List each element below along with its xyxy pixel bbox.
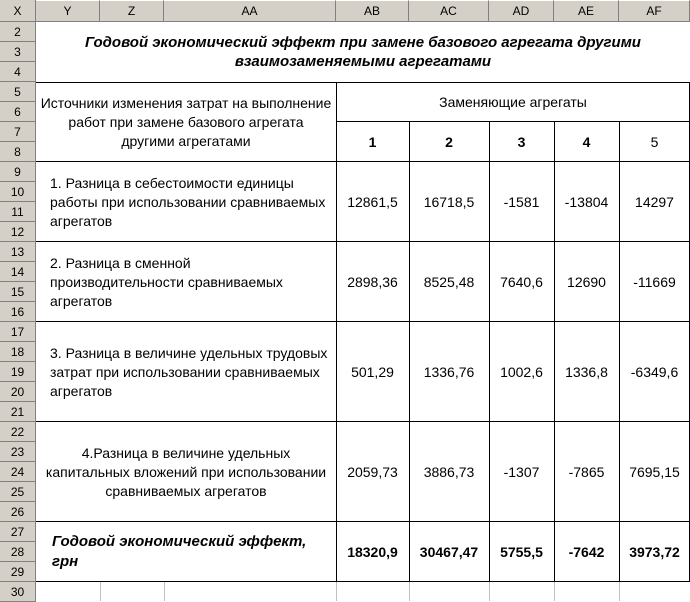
gridline bbox=[619, 582, 620, 601]
row-header[interactable]: 28 bbox=[0, 542, 36, 562]
value-cell[interactable]: -11669 bbox=[633, 274, 676, 290]
gridline bbox=[100, 582, 101, 601]
row-header[interactable]: 3 bbox=[0, 42, 36, 62]
column-header-ab[interactable]: AB bbox=[336, 0, 409, 22]
gridline bbox=[164, 582, 165, 601]
row-header[interactable]: 22 bbox=[0, 422, 36, 442]
row-header[interactable]: 26 bbox=[0, 502, 36, 522]
table-border bbox=[36, 421, 690, 422]
column-header-af[interactable]: AF bbox=[619, 0, 690, 22]
row-header[interactable]: 6 bbox=[0, 102, 36, 122]
value-cell[interactable]: 12861,5 bbox=[347, 194, 398, 210]
row-header[interactable]: 14 bbox=[0, 262, 36, 282]
column-header-ae[interactable]: AE bbox=[554, 0, 619, 22]
table-border bbox=[36, 241, 690, 242]
row-header[interactable]: 25 bbox=[0, 482, 36, 502]
gridline bbox=[554, 582, 555, 601]
page-title: Годовой экономический эффект при замене базового агрегата другими взаимозаменяемыми агрегатами bbox=[85, 34, 641, 70]
row-header[interactable]: 30 bbox=[0, 582, 36, 602]
table-border bbox=[554, 121, 555, 582]
value-cell[interactable]: 1002,6 bbox=[500, 364, 543, 380]
row-header[interactable]: 17 bbox=[0, 322, 36, 342]
value-cell[interactable]: 1336,76 bbox=[423, 364, 475, 380]
replacing-aggregates-header: Заменяющие агрегаты bbox=[439, 94, 587, 110]
aggregate-number-2: 2 bbox=[445, 134, 453, 150]
row-header[interactable]: 15 bbox=[0, 282, 36, 302]
table-border bbox=[36, 161, 690, 162]
row-header[interactable]: 13 bbox=[0, 242, 36, 262]
row-header[interactable]: 19 bbox=[0, 362, 36, 382]
row-header[interactable]: 16 bbox=[0, 302, 36, 322]
value-cell[interactable]: 1336,8 bbox=[565, 364, 608, 380]
row-header[interactable]: 8 bbox=[0, 142, 36, 162]
value-cell[interactable]: 14297 bbox=[635, 194, 674, 210]
row-header[interactable]: 18 bbox=[0, 342, 36, 362]
row-label-2: 2. Разница в сменной производительности сравниваемых агрегатов bbox=[50, 254, 283, 309]
total-value-cell[interactable]: 18320,9 bbox=[347, 544, 398, 560]
column-header-ad[interactable]: AD bbox=[489, 0, 554, 22]
total-value-cell[interactable]: -7642 bbox=[568, 544, 605, 560]
column-header-ac[interactable]: AC bbox=[409, 0, 489, 22]
value-cell[interactable]: 501,29 bbox=[351, 364, 394, 380]
row-label-3: 3. Разница в величине удельных трудовых затрат при использовании сравниваемых агрегатов bbox=[50, 344, 328, 399]
table-border bbox=[489, 121, 490, 582]
row-header[interactable]: 27 bbox=[0, 522, 36, 542]
table-border bbox=[36, 521, 690, 522]
row-header[interactable]: 12 bbox=[0, 222, 36, 242]
row-header[interactable]: 5 bbox=[0, 82, 36, 102]
gridline bbox=[336, 582, 337, 601]
gridline bbox=[409, 582, 410, 601]
value-cell[interactable]: 16718,5 bbox=[423, 194, 475, 210]
total-value-cell[interactable]: 5755,5 bbox=[500, 544, 543, 560]
value-cell[interactable]: 3886,73 bbox=[423, 464, 475, 480]
gridline bbox=[489, 582, 490, 601]
value-cell[interactable]: -7865 bbox=[568, 464, 605, 480]
row-header[interactable]: 4 bbox=[0, 62, 36, 82]
row-header[interactable]: 11 bbox=[0, 202, 36, 222]
table-border bbox=[409, 121, 410, 582]
aggregate-number-3: 3 bbox=[517, 134, 526, 150]
total-label: Годовой экономический эффект, грн bbox=[52, 533, 307, 570]
aggregate-number-5: 5 bbox=[650, 134, 659, 150]
row-header[interactable]: 23 bbox=[0, 442, 36, 462]
value-cell[interactable]: 2059,73 bbox=[347, 464, 398, 480]
row-header[interactable]: 9 bbox=[0, 162, 36, 182]
table-border bbox=[36, 82, 690, 83]
aggregate-number-4: 4 bbox=[582, 134, 591, 150]
row-header[interactable]: 20 bbox=[0, 382, 36, 402]
value-cell[interactable]: 8525,48 bbox=[423, 274, 475, 290]
value-cell[interactable]: -1307 bbox=[503, 464, 540, 480]
value-cell[interactable]: 2898,36 bbox=[347, 274, 398, 290]
column-header-y[interactable]: Y bbox=[36, 0, 100, 22]
value-cell[interactable]: -1581 bbox=[503, 194, 540, 210]
value-cell[interactable]: -13804 bbox=[564, 194, 609, 210]
aggregate-number-1: 1 bbox=[368, 134, 377, 150]
column-header-aa[interactable]: AA bbox=[164, 0, 336, 22]
column-header-x[interactable]: X bbox=[0, 0, 36, 22]
row-label-1: 1. Разница в себестоимости единицы работы при использовании сравниваемых агрегатов bbox=[50, 174, 326, 229]
value-cell[interactable]: 12690 bbox=[567, 274, 606, 290]
value-cell[interactable]: 7695,15 bbox=[629, 464, 680, 480]
total-value-cell[interactable]: 30467,47 bbox=[419, 544, 479, 560]
row-header[interactable]: 2 bbox=[0, 22, 36, 42]
row-label-4: 4.Разница в величине удельных капитальных вложений при использовании сравниваемых агрегатов bbox=[45, 444, 327, 499]
table-border bbox=[336, 121, 690, 122]
value-cell[interactable]: 7640,6 bbox=[500, 274, 543, 290]
sources-header: Источники изменения затрат на выполнение работ при замене базового агрегата другими агрегатами bbox=[40, 94, 332, 149]
row-header[interactable]: 21 bbox=[0, 402, 36, 422]
table-border bbox=[36, 581, 690, 582]
row-header[interactable]: 24 bbox=[0, 462, 36, 482]
table-border bbox=[619, 121, 620, 582]
total-value-cell[interactable]: 3973,72 bbox=[629, 544, 680, 560]
table-border bbox=[336, 82, 337, 582]
row-header[interactable]: 7 bbox=[0, 122, 36, 142]
row-header[interactable]: 29 bbox=[0, 562, 36, 582]
row-header[interactable]: 10 bbox=[0, 182, 36, 202]
value-cell[interactable]: -6349,6 bbox=[630, 364, 679, 380]
column-header-z[interactable]: Z bbox=[100, 0, 164, 22]
table-border bbox=[36, 321, 690, 322]
